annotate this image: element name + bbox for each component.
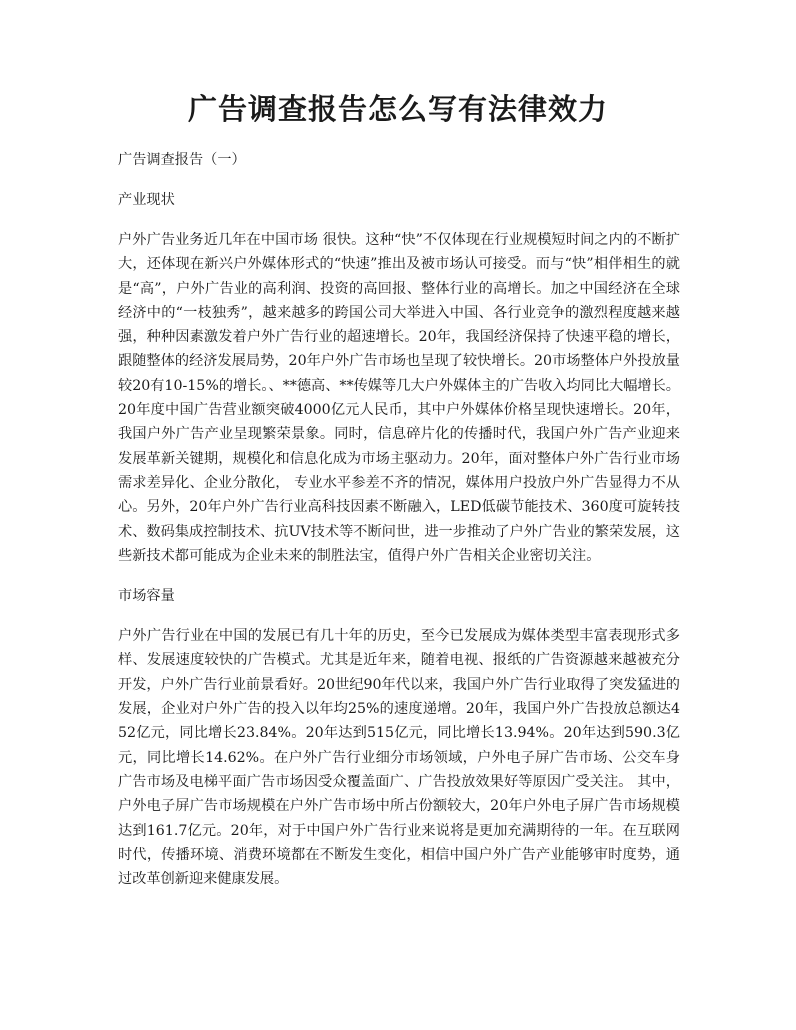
section-body-market-capacity: 户外广告行业在中国的发展已有几十年的历史，至今已发展成为媒体类型丰富表现形式多样、发展速度较快的广告模式。尤其是近年来，随着电视、报纸的广告资源越来越被充分开发，户外广告行业前景看好。20世纪90年代以来，我国户外广告行业取得了突发猛进的发展，企业对户外广告的投入以年均25%的速度递增。20年，我国户外广告投放总额达452亿元，同比增长23.84%。20年达到515亿元，同比增长13.94%。20年达到590.3亿元，同比增长14.62%。在户外广告行业细分市场领域，户外电子屏广告市场、公交车身广告市场及电梯平面广告市场因受众覆盖面广、广告投放效果好等原因广受关注。 其中，户外电子屏广告市场规模在户外广告市场中所占份额较大，20年户外电子屏广告市场规模达到161.7亿元。20年，对于中国户外广告行业来说将是更加充满期待的一年。在互联网时代，传播环境、消费环境都在不断发生变化，相信中国户外广告产业能够审时度势，通过改革创新迎来健康发展。 <box>118 628 680 888</box>
document-title: 广告调查报告怎么写有法律效力 <box>187 92 608 126</box>
section-heading-industry-status: 产业现状 <box>118 192 175 208</box>
section-heading-market-capacity: 市场容量 <box>118 588 175 605</box>
report-subtitle: 广告调查报告（一） <box>118 152 246 168</box>
document-body <box>118 148 680 907</box>
section-body-industry-status: 户外广告业务近几年在中国市场 很快。这种“快”不仅体现在行业规模短时间之内的不断扩大，还体现在新兴户外媒体形式的“快速”推出及被市场认可接受。而与“快”相伴相生的就是“高”，户外广告业的高利润、投资的高回报、整体行业的高增长。加之中国经济在全球经济中的“一枝独秀”，越来越多的跨国公司大举进入中国、各行业竞争的激烈程度越来越强，种种因素激发着户外广告行业的超速增长。20年，我国经济保持了快速平稳的增长，跟随整体的经济发展局势，20年户外广告市场也呈现了较快增长。20市场整体户外投放量较20有10-15%的增长。、**德高、**传媒等几大户外媒体主的广告收入均同比大幅增长。20年度中国广告营业额突破4000亿元人民币，其中户外媒体价格呈现快速增长。20年，我国户外广告产业呈现繁荣景象。同时，信息碎片化的传播时代，我国户外广告产业迎来发展革新关键期，规模化和信息化成为市场主驱动力。20年，面对整体户外广告行业市场需求差异化、企业分散化， 专业水平参差不齐的情况，媒体用户投放户外广告显得力不从心。另外，20年户外广告行业高科技因素不断融入，LED低碳节能技术、360度可旋转技术、数码集成控制技术、抗UV技术等不断问世，进一步推动了户外广告业的繁荣发展，这些新技术都可能成为企业未来的制胜法宝，值得户外广告相关企业密切关注。 <box>118 232 680 564</box>
